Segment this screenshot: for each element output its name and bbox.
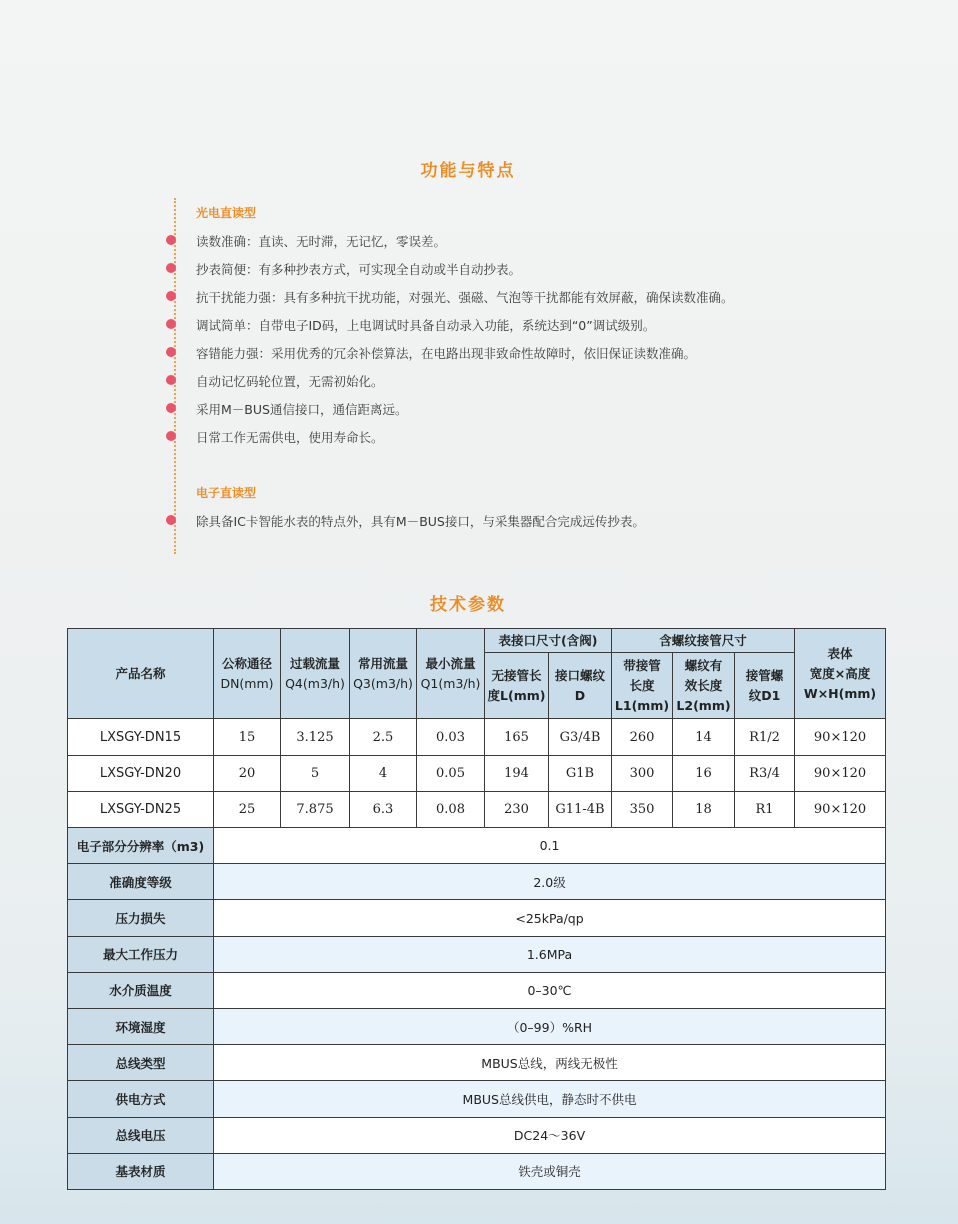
header-dn: 公称通径 DN(mm) (214, 629, 281, 719)
header-connector: 表接口尺寸(含阀) (485, 629, 612, 653)
header-d1: 接管螺 纹D1 (735, 653, 795, 719)
list-item: 调试简单：自带电子ID码，上电调试时具备自动录入功能，系统达到“0”调试级别。 (196, 316, 655, 334)
header-q4: 过载流量 Q4(m3/h) (281, 629, 350, 719)
param-label: 最大工作压力 (68, 936, 214, 972)
param-value: 0–30℃ (214, 972, 886, 1008)
bullet-dot-icon (166, 291, 176, 301)
spec-table (67, 628, 886, 1190)
param-row (68, 900, 886, 936)
param-label: 基表材质 (68, 1153, 214, 1189)
specs-section-title: 技术参数 (430, 595, 506, 615)
features-section-title: 功能与特点 (420, 161, 516, 181)
param-row (68, 1045, 886, 1081)
param-row (68, 936, 886, 972)
param-value: 1.6MPa (214, 936, 886, 972)
group-title-electronic: 电子直读型 (196, 486, 257, 500)
param-row (68, 864, 886, 900)
param-label: 电子部分分辨率（m3) (68, 828, 214, 864)
param-label: 环境湿度 (68, 1008, 214, 1044)
table-row: LXSGY-DN20 20 5 4 0.05 194 G1B 300 16 R3/4 90×120 (68, 755, 886, 791)
param-value: DC24～36V (214, 1117, 886, 1153)
param-label: 水介质温度 (68, 972, 214, 1008)
list-item: 读数准确：直读、无时滞，无记忆，零误差。 (196, 232, 446, 250)
list-item: 抗干扰能力强：具有多种抗干扰功能，对强光、强磁、气泡等干扰都能有效屏蔽，确保读数准确。 (196, 288, 734, 306)
features-list (174, 198, 876, 554)
param-value: 2.0级 (214, 864, 886, 900)
header-body-size: 表体 宽度×高度 W×H(mm) (795, 629, 886, 719)
param-row (68, 972, 886, 1008)
header-product: 产品名称 (68, 629, 214, 719)
bullet-dot-icon (166, 347, 176, 357)
bullet-dot-icon (166, 235, 176, 245)
param-value: 铁壳或铜壳 (214, 1153, 886, 1189)
param-label: 总线电压 (68, 1117, 214, 1153)
param-value: 0.1 (214, 828, 886, 864)
list-item: 自动记忆码轮位置，无需初始化。 (196, 372, 384, 390)
table-row: LXSGY-DN15 15 3.125 2.5 0.03 165 G3/4B 260 14 R1/2 90×120 (68, 719, 886, 755)
param-value: （0–99）%RH (214, 1008, 886, 1044)
param-value: MBUS总线供电，静态时不供电 (214, 1081, 886, 1117)
header-thread-d: 接口螺纹 D (549, 653, 612, 719)
param-label: 压力损失 (68, 900, 214, 936)
param-label: 总线类型 (68, 1045, 214, 1081)
list-item: 除具备IC卡智能水表的特点外，具有M－BUS接口，与采集器配合完成远传抄表。 (196, 512, 645, 530)
param-value: MBUS总线，两线无极性 (214, 1045, 886, 1081)
param-label: 准确度等级 (68, 864, 214, 900)
param-row (68, 1008, 886, 1044)
list-item: 抄表简便：有多种抄表方式，可实现全自动或半自动抄表。 (196, 260, 521, 278)
header-q1: 最小流量 Q1(m3/h) (417, 629, 485, 719)
header-q3: 常用流量 Q3(m3/h) (350, 629, 417, 719)
param-value: <25kPa/qp (214, 900, 886, 936)
param-row (68, 828, 886, 864)
group-title-optical: 光电直读型 (196, 206, 257, 220)
bullet-dot-icon (166, 319, 176, 329)
param-row (68, 1081, 886, 1117)
table-row: LXSGY-DN25 25 7.875 6.3 0.08 230 G11-4B 350 18 R1 90×120 (68, 791, 886, 827)
bullet-dot-icon (166, 375, 176, 385)
bullet-dot-icon (166, 403, 176, 413)
list-item: 容错能力强：采用优秀的冗余补偿算法，在电路出现非致命性故障时，依旧保证读数准确。 (196, 344, 696, 362)
table-header-row (68, 629, 886, 653)
header-l2: 螺纹有 效长度 L2(mm) (673, 653, 735, 719)
bullet-dot-icon (166, 263, 176, 273)
list-item: 采用M－BUS通信接口，通信距离远。 (196, 400, 407, 418)
param-label: 供电方式 (68, 1081, 214, 1117)
param-row (68, 1153, 886, 1189)
bullet-dot-icon (166, 515, 176, 525)
param-row (68, 1117, 886, 1153)
header-threaded-pipe: 含螺纹接管尺寸 (612, 629, 795, 653)
header-length: 无接管长 度L(mm) (485, 653, 549, 719)
header-l1: 带接管 长度 L1(mm) (612, 653, 673, 719)
bullet-dot-icon (166, 431, 176, 441)
list-item: 日常工作无需供电，使用寿命长。 (196, 428, 384, 446)
